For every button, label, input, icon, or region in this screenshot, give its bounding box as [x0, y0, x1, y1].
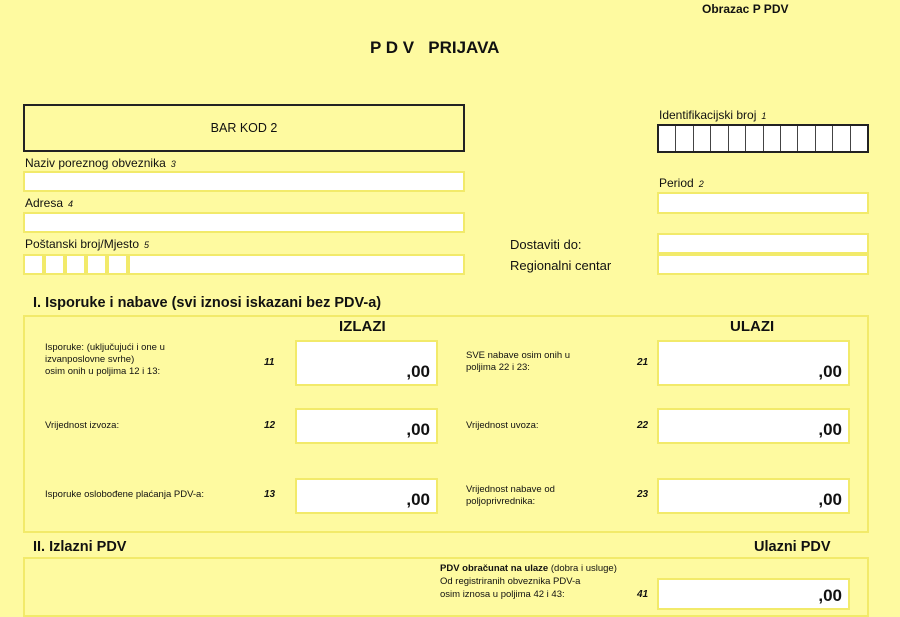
id-number-input[interactable] [657, 124, 869, 153]
taxpayer-name-label: Naziv poreznog obveznika 3 [25, 156, 176, 170]
barcode-box [23, 104, 465, 152]
input-vat-description: PDV obračunat na ulaze (dobra i usluge) Od registriranih obveznika PDV-a osim iznosa u poljima 42 i 43: [440, 563, 617, 600]
input-vat-line1-bold: PDV obračunat na ulaze [440, 563, 549, 574]
field-code-22: 22 [637, 420, 649, 431]
field-code-21: 21 [637, 357, 649, 368]
amount-input-41[interactable]: ,00 [657, 578, 850, 610]
postal-code-cell[interactable] [107, 254, 128, 275]
deliver-to-label: Dostaviti do: [510, 237, 582, 252]
field-code-41: 41 [637, 589, 649, 600]
amount-input-11[interactable]: ,00 [295, 340, 438, 386]
amount-input-23[interactable]: ,00 [657, 478, 850, 514]
amount-input-21[interactable]: ,00 [657, 340, 850, 386]
deliver-to-input[interactable] [657, 233, 869, 254]
input-label-21: SVE nabave osim onih u poljima 22 i 23: [466, 350, 571, 373]
taxpayer-name-input[interactable] [23, 171, 465, 192]
period-input[interactable] [657, 192, 869, 214]
outputs-header: IZLAZI [339, 318, 386, 335]
output-label-13: Isporuke oslobođene plaćanja PDV-a: [45, 489, 204, 500]
address-input[interactable] [23, 212, 465, 233]
form-code: Obrazac P PDV [702, 2, 789, 16]
field-code-12: 12 [264, 420, 276, 431]
id-number-label: Identifikacijski broj 1 [659, 108, 767, 122]
field-code-13: 13 [264, 489, 276, 500]
postal-code-cell[interactable] [44, 254, 65, 275]
postal-label: Poštanski broj/Mjesto 5 [25, 237, 150, 251]
barcode-label: BAR KOD 2 [210, 121, 278, 135]
postal-code-cell[interactable] [23, 254, 44, 275]
section-1-title: I. Isporuke i nabave (svi iznosi iskazani bez PDV-a) [33, 295, 382, 311]
amount-input-12[interactable]: ,00 [295, 408, 438, 444]
period-label: Period 2 [659, 176, 704, 190]
postal-code-cell[interactable] [65, 254, 86, 275]
inputs-header: ULAZI [730, 318, 775, 335]
field-code-23: 23 [637, 489, 649, 500]
city-input[interactable] [128, 254, 465, 275]
input-vat-title: Ulazni PDV [754, 539, 831, 555]
input-label-22: Vrijednost uvoza: [466, 420, 539, 431]
regional-center-label: Regionalni centar [510, 258, 612, 273]
section-2-title: II. Izlazni PDV [33, 539, 127, 555]
output-label-11: Isporuke: (uključujući i one u izvanposlovne svrhe) osim onih u poljima 12 i 13: [45, 342, 165, 377]
postal-code-cell[interactable] [86, 254, 107, 275]
address-label: Adresa 4 [25, 196, 74, 210]
field-code-11: 11 [264, 357, 275, 368]
input-label-23: Vrijednost nabave od poljoprivrednika: [466, 484, 555, 507]
regional-center-input[interactable] [657, 254, 869, 275]
amount-input-13[interactable]: ,00 [295, 478, 438, 514]
output-label-12: Vrijednost izvoza: [45, 420, 120, 431]
form-title: P D V PRIJAVA [370, 38, 500, 57]
amount-input-22[interactable]: ,00 [657, 408, 850, 444]
